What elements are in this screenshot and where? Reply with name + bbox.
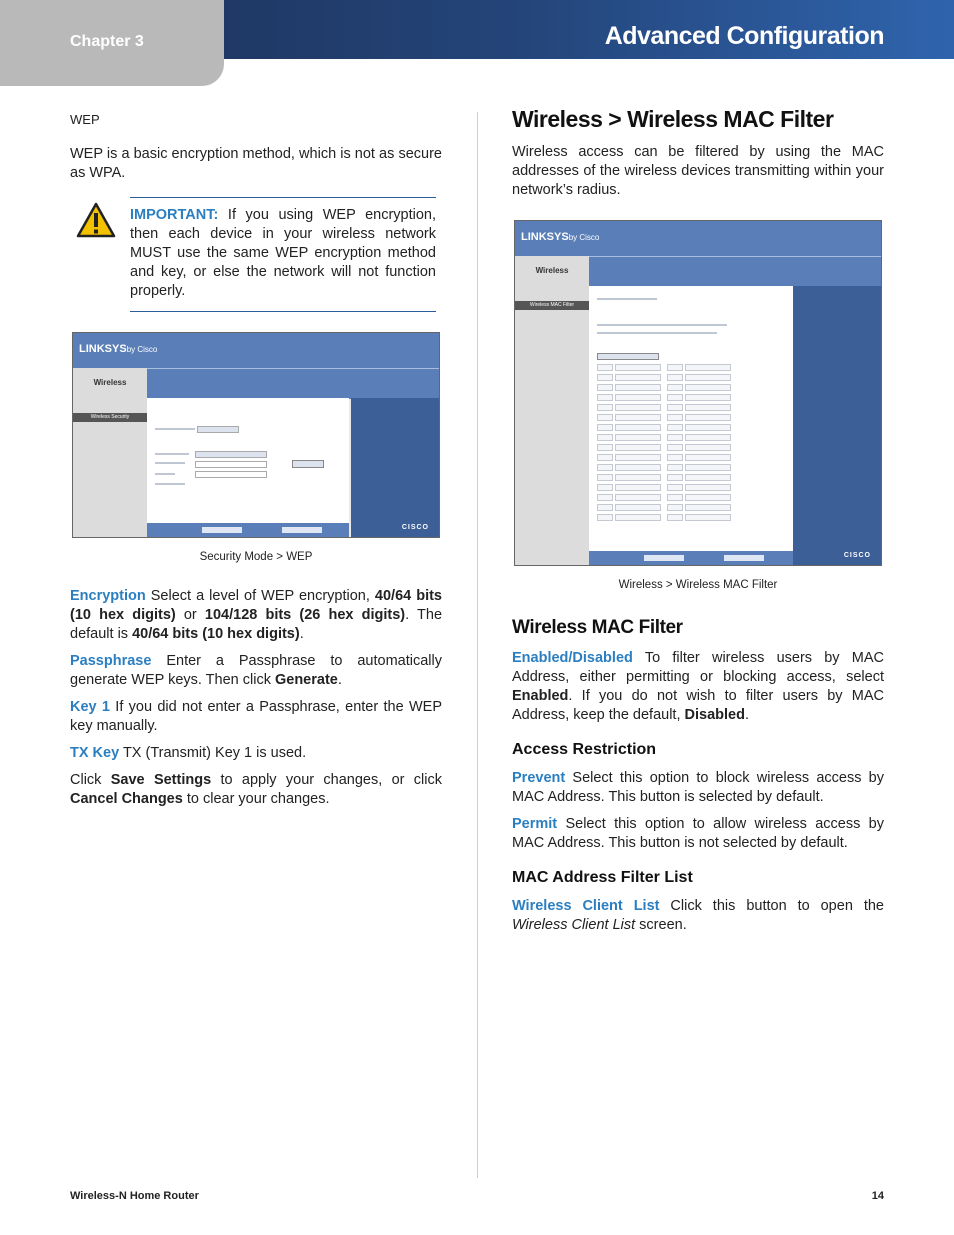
passphrase-para: Passphrase Enter a Passphrase to automatically generate WEP keys. Then click Generate. <box>70 653 442 688</box>
key1-para: Key 1 If you did not enter a Passphrase, enter the WEP key manually. <box>70 699 442 734</box>
mac-filter-screenshot <box>514 220 882 566</box>
click-para: Click Save Settings to apply your changes, or click Cancel Changes to clear your changes. <box>70 772 442 807</box>
page-number: 14 <box>871 1190 884 1202</box>
client-para: Wireless Client List Click this button to open the Wireless Client List screen. <box>512 898 884 933</box>
wep-heading: WEP <box>70 112 100 127</box>
nav-section-label: Wireless <box>515 256 589 286</box>
mac-filter-caption: Wireless > Wireless MAC Filter <box>618 579 778 591</box>
linksys-logo: LINKSYSby Cisco <box>79 343 158 355</box>
cisco-logo: CISCO <box>843 552 871 559</box>
mac-filter-heading: Wireless > Wireless MAC Filter <box>512 106 834 132</box>
mac-filter-intro: Wireless access can be filtered by using the MAC addresses of the wireless devices transmitting within your network’s radius. <box>512 144 884 198</box>
wep-intro: WEP is a basic encryption method, which is not as secure as WPA. <box>70 146 442 181</box>
permit-para: Permit Select this option to allow wireless access by MAC Address. This button is not selected by default. <box>512 816 884 851</box>
access-restriction-heading: Access Restriction <box>512 741 657 758</box>
important-text: If you using WEP encryption, then each device in your wireless network MUST use the same WEP encryption method and key, or else the network will not function properly. <box>130 207 436 299</box>
linksys-logo: LINKSYSby Cisco <box>521 231 600 243</box>
section-title: Advanced Configuration <box>604 22 884 50</box>
important-label: IMPORTANT: <box>130 207 219 223</box>
warning-triangle-icon <box>76 202 116 238</box>
left-column <box>70 110 442 817</box>
side-label: Wireless Security <box>73 413 147 422</box>
right-column <box>512 106 884 943</box>
wireless-mac-filter-subheading: Wireless MAC Filter <box>512 617 683 638</box>
footer-product: Wireless-N Home Router <box>70 1190 199 1202</box>
nav-section-label: Wireless <box>73 368 147 398</box>
mac-filter-list-heading: MAC Address Filter List <box>512 869 693 886</box>
side-label: Wireless MAC Filter <box>515 301 589 310</box>
chapter-label: Chapter 3 <box>70 33 144 50</box>
wep-screenshot <box>72 332 440 538</box>
encryption-para: Encryption Select a level of WEP encryption, 40/64 bits (10 hex digits) or 104/128 bits (26 hex digits). The default is 40/64 bits (10 hex digits). <box>70 588 443 642</box>
important-note <box>130 197 436 312</box>
column-divider <box>477 112 478 1178</box>
enabled-para: Enabled/Disabled To filter wireless users by MAC Address, either permitting or blocking access, select Enabled. If you do not wish to filter users by MAC Address, keep the default, Disabled. <box>512 650 884 723</box>
prevent-para: Prevent Select this option to block wireless access by MAC Address. This button is selected by default. <box>512 770 884 805</box>
wep-caption: Security Mode > WEP <box>199 551 313 563</box>
cisco-logo: CISCO <box>401 524 429 531</box>
txkey-para: TX Key TX (Transmit) Key 1 is used. <box>70 745 307 761</box>
